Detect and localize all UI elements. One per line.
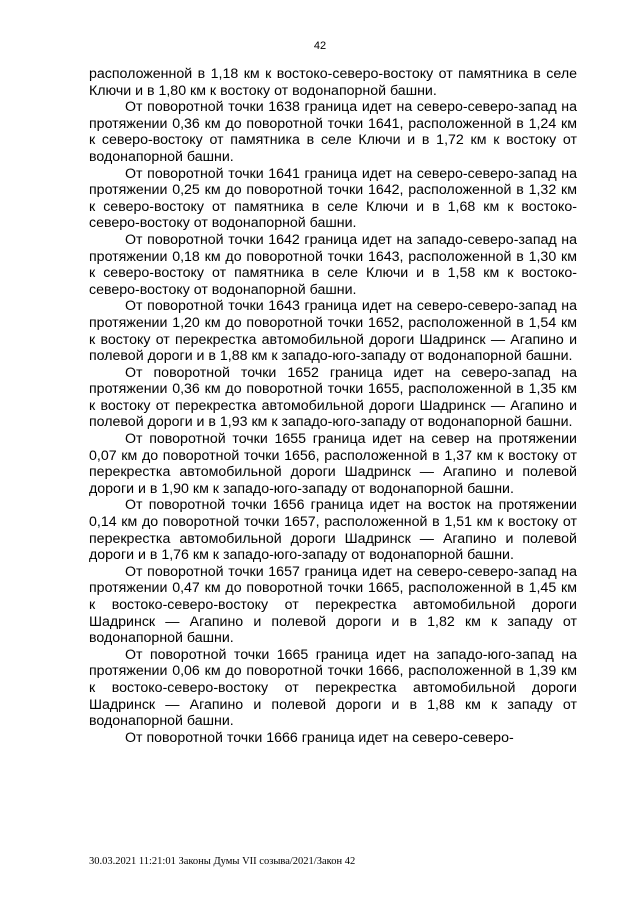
- paragraph-point-1657: От поворотной точки 1657 граница идет на северо-северо-запад на протяжении 0,47 км до поворотной точки 1665, расположенной в 1,45 км к востоко-северо-востоку от перекрестка автомобильной дороги Шадринск — Агапино и полевой дороги и в 1,82 км к западу от водонапорной башни.: [89, 563, 577, 647]
- document-footer: 30.03.2021 11:21:01 Законы Думы VII созыва/2021/Закон 42: [89, 856, 356, 867]
- paragraph-continuation: расположенной в 1,18 км к востоко-северо-востоку от памятника в селе Ключи и в 1,80 км к востоку от водонапорной башни.: [89, 66, 577, 99]
- document-body: [89, 66, 577, 746]
- paragraph-point-1643: От поворотной точки 1643 граница идет на северо-северо-запад на протяжении 1,20 км до поворотной точки 1652, расположенной в 1,54 км к востоку от перекрестка автомобильной дороги Шадринск — Агапино и полевой дороги и в 1,88 км к западо-юго-западу от водонапорной башни.: [89, 298, 577, 365]
- paragraph-point-1665: От поворотной точки 1665 граница идет на западо-юго-запад на протяжении 0,06 км до поворотной точки 1666, расположенной в 1,39 км к востоко-северо-востоку от перекрестка автомобильной дороги Шадринск — Агапино и полевой дороги и в 1,88 км к западу от водонапорной башни.: [89, 646, 577, 730]
- paragraph-point-1638: От поворотной точки 1638 граница идет на северо-северо-запад на протяжении 0,36 км до поворотной точки 1641, расположенной в 1,24 км к северо-востоку от памятника в селе Ключи и в 1,72 км к востоку от водонапорной башни.: [89, 99, 577, 165]
- paragraph-point-1656: От поворотной точки 1656 граница идет на восток на протяжении 0,14 км до поворотной точки 1657, расположенной в 1,51 км к востоку от перекрестка автомобильной дороги Шадринск — Агапино и полевой дороги и в 1,76 км к западо-юго-западу от водонапорной башни.: [89, 497, 577, 564]
- paragraph-point-1666: От поворотной точки 1666 граница идет на северо-северо-: [125, 729, 514, 746]
- paragraph-point-1655: От поворотной точки 1655 граница идет на север на протяжении 0,07 км до поворотной точки 1656, расположенной в 1,37 км к востоку от перекрестка автомобильной дороги Шадринск — Агапино и полевой дороги и в 1,90 км к западо-юго-западу от водонапорной башни.: [89, 431, 577, 497]
- paragraph-point-1642: От поворотной точки 1642 граница идет на западо-северо-запад на протяжении 0,18 км до поворотной точки 1643, расположенной в 1,30 км к северо-востоку от памятника в селе Ключи и в 1,58 км к востоко-северо-востоку от водонапорной башни.: [89, 231, 577, 298]
- paragraph-point-1641: От поворотной точки 1641 граница идет на северо-северо-запад на протяжении 0,25 км до поворотной точки 1642, расположенной в 1,32 км к северо-востоку от памятника в селе Ключи и в 1,68 км к востоко-северо-востоку от водонапорной башни.: [89, 165, 577, 232]
- page-number: 42: [313, 40, 327, 52]
- paragraph-point-1652: От поворотной точки 1652 граница идет на северо-запад на протяжении 0,36 км до поворотной точки 1655, расположенной в 1,35 км к востоку от перекрестка автомобильной дороги Шадринск — Агапино и полевой дороги и в 1,93 км к западо-юго-западу от водонапорной башни.: [89, 364, 577, 431]
